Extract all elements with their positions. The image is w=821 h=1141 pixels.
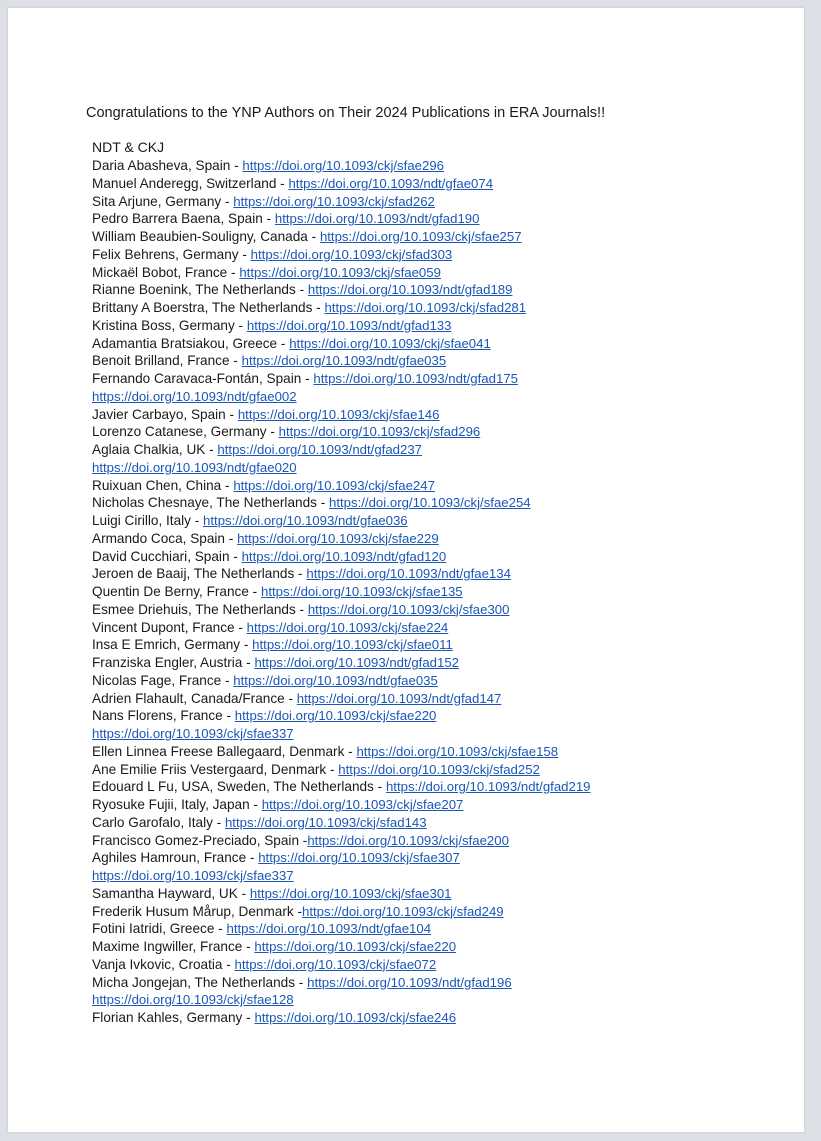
author-entry	[92, 743, 792, 761]
author-name: Felix Behrens, Germany -	[92, 246, 251, 262]
doi-link[interactable]: https://doi.org/10.1093/ckj/sfae011	[252, 637, 453, 653]
section-title: NDT & CKJ	[92, 139, 165, 155]
author-entry	[92, 601, 792, 619]
author-name: Vincent Dupont, France -	[92, 619, 247, 635]
author-entry	[92, 707, 792, 725]
author-entry	[92, 920, 792, 938]
author-name: Lorenzo Catanese, Germany -	[92, 424, 279, 440]
doi-link[interactable]: https://doi.org/10.1093/ndt/gfad175	[313, 371, 518, 386]
doi-link[interactable]: https://doi.org/10.1093/ckj/sfae146	[237, 406, 440, 422]
doi-link[interactable]: https://doi.org/10.1093/ckj/sfae207	[261, 797, 464, 812]
author-entry	[92, 796, 792, 814]
doi-link[interactable]: https://doi.org/10.1093/ndt/gfae035	[241, 353, 447, 369]
author-entry	[92, 672, 792, 690]
author-name: Ellen Linnea Freese Ballegaard, Denmark -	[92, 743, 357, 759]
doi-link[interactable]: https://doi.org/10.1093/ckj/sfae158	[356, 743, 559, 759]
author-entry	[92, 832, 792, 850]
author-entry	[92, 778, 792, 796]
author-name: Aghiles Hamroun, France -	[92, 850, 259, 866]
author-entry	[92, 583, 792, 601]
author-name: Fernando Caravaca-Fontán, Spain -	[92, 371, 314, 386]
author-entry	[92, 565, 792, 583]
author-name: Nicolas Fage, France -	[92, 672, 234, 688]
author-entry	[92, 654, 792, 672]
doi-link[interactable]: https://doi.org/10.1093/ndt/gfad120	[241, 548, 447, 564]
doi-link[interactable]: https://doi.org/10.1093/ckj/sfad252	[338, 761, 540, 777]
author-name: Edouard L Fu, USA, Sweden, The Netherlands -	[92, 779, 386, 795]
author-name: Rianne Boenink, The Netherlands -	[92, 282, 308, 298]
doi-link[interactable]: https://doi.org/10.1093/ndt/gfae035	[233, 672, 438, 688]
doi-link[interactable]: https://doi.org/10.1093/ckj/sfae059	[239, 264, 441, 280]
author-entry	[92, 370, 792, 388]
author-name: Brittany A Boerstra, The Netherlands -	[92, 300, 325, 315]
author-entry	[92, 406, 792, 424]
doi-link[interactable]: https://doi.org/10.1093/ckj/sfae072	[234, 956, 437, 972]
author-name: Ryosuke Fujii, Italy, Japan -	[92, 797, 262, 812]
author-entry	[92, 956, 792, 974]
author-name: Samantha Hayward, UK -	[92, 885, 250, 901]
doi-link[interactable]: https://doi.org/10.1093/ndt/gfad219	[385, 779, 591, 795]
author-name: Maxime Ingwiller, France -	[92, 939, 255, 954]
author-entry	[92, 512, 792, 530]
author-name: Fotini Iatridi, Greece -	[92, 921, 227, 937]
doi-link[interactable]: https://doi.org/10.1093/ckj/sfae337	[92, 726, 294, 741]
author-name: Ruixuan Chen, China -	[92, 477, 234, 493]
doi-link[interactable]: https://doi.org/10.1093/ndt/gfad133	[246, 317, 452, 333]
author-entry	[92, 548, 792, 566]
author-entry	[92, 867, 792, 885]
doi-link[interactable]: https://doi.org/10.1093/ckj/sfae246	[254, 1010, 457, 1025]
author-name: Vanja Ivkovic, Croatia -	[92, 956, 235, 972]
author-entry	[92, 938, 792, 956]
doi-link[interactable]: https://doi.org/10.1093/ndt/gfae104	[226, 921, 432, 937]
author-entry	[92, 175, 792, 193]
author-name: Sita Arjune, Germany -	[92, 193, 234, 209]
author-entry	[92, 281, 792, 299]
author-name: Adamantia Bratsiakou, Greece -	[92, 335, 290, 351]
doi-link[interactable]: https://doi.org/10.1093/ckj/sfae337	[92, 868, 294, 883]
doi-link[interactable]: https://doi.org/10.1093/ckj/sfae128	[92, 992, 294, 1008]
doi-link[interactable]: https://doi.org/10.1093/ckj/sfad281	[324, 300, 527, 315]
author-name: Kristina Boss, Germany -	[92, 317, 247, 333]
doi-link[interactable]: https://doi.org/10.1093/ckj/sfae257	[319, 229, 522, 244]
author-entry	[92, 477, 792, 495]
author-name: Benoit Brilland, France -	[92, 353, 242, 369]
doi-link[interactable]: https://doi.org/10.1093/ckj/sfad143	[224, 814, 427, 830]
doi-link[interactable]: https://doi.org/10.1093/ckj/sfae301	[249, 885, 452, 901]
doi-link[interactable]: https://doi.org/10.1093/ckj/sfae135	[261, 584, 463, 599]
author-entry	[92, 974, 792, 992]
doi-link[interactable]: https://doi.org/10.1093/ndt/gfae002	[92, 388, 297, 404]
author-entry	[92, 725, 792, 743]
doi-link[interactable]: https://doi.org/10.1093/ckj/sfad303	[250, 246, 453, 262]
author-entry	[92, 1009, 792, 1027]
author-entry	[92, 690, 792, 708]
author-entry	[92, 849, 792, 867]
author-name: Francisco Gomez-Preciado, Spain -	[92, 832, 308, 848]
author-name: Florian Kahles, Germany -	[92, 1010, 255, 1025]
doi-link[interactable]: https://doi.org/10.1093/ckj/sfae296	[242, 158, 444, 173]
author-entry	[92, 317, 792, 335]
author-name: Carlo Garofalo, Italy -	[92, 814, 225, 830]
author-name: Javier Carbayo, Spain -	[92, 406, 238, 422]
doi-link[interactable]: https://doi.org/10.1093/ckj/sfae041	[289, 335, 491, 351]
author-name: Nans Florens, France -	[92, 708, 235, 724]
author-name: Frederik Husum Mårup, Denmark -	[92, 903, 302, 919]
doi-link[interactable]: https://doi.org/10.1093/ckj/sfad296	[278, 424, 481, 440]
doi-link[interactable]: https://doi.org/10.1093/ndt/gfae134	[306, 566, 511, 582]
doi-link[interactable]: https://doi.org/10.1093/ndt/gfae020	[92, 459, 297, 475]
author-name: Mickaël Bobot, France -	[92, 264, 240, 280]
document-page	[8, 8, 804, 1132]
author-entry	[92, 619, 792, 637]
author-name: Aglaia Chalkia, UK -	[92, 442, 218, 457]
author-entry	[92, 636, 792, 654]
doi-link[interactable]: https://doi.org/10.1093/ndt/gfad196	[307, 974, 512, 990]
doi-link[interactable]: https://doi.org/10.1093/ckj/sfae224	[246, 619, 449, 635]
doi-link[interactable]: https://doi.org/10.1093/ndt/gfad190	[274, 211, 480, 227]
author-entry	[92, 264, 792, 282]
author-entry	[92, 991, 792, 1009]
author-entry	[92, 157, 792, 175]
author-entry	[92, 335, 792, 353]
author-list	[92, 157, 792, 1027]
doi-link[interactable]: https://doi.org/10.1093/ckj/sfae200	[307, 832, 509, 848]
author-entry	[92, 299, 792, 317]
author-name: Quentin De Berny, France -	[92, 584, 261, 599]
author-entry	[92, 814, 792, 832]
author-entry	[92, 494, 792, 512]
author-name: Daria Abasheva, Spain -	[92, 158, 243, 173]
author-entry	[92, 885, 792, 903]
doi-link[interactable]: https://doi.org/10.1093/ckj/sfae254	[329, 495, 531, 511]
author-name: Franziska Engler, Austria -	[92, 655, 255, 670]
author-name: Adrien Flahault, Canada/France -	[92, 690, 297, 706]
author-entry	[92, 228, 792, 246]
author-name: Esmee Driehuis, The Netherlands -	[92, 601, 308, 617]
author-entry	[92, 903, 792, 921]
author-entry	[92, 530, 792, 548]
doi-link[interactable]: https://doi.org/10.1093/ckj/sfae247	[233, 477, 435, 493]
author-name: Ane Emilie Friis Vestergaard, Denmark -	[92, 761, 339, 777]
doi-link[interactable]: https://doi.org/10.1093/ndt/gfae074	[288, 175, 494, 191]
document-heading: Congratulations to the YNP Authors on Their 2024 Publications in ERA Journals!!	[86, 105, 606, 121]
author-name: David Cucchiari, Spain -	[92, 548, 242, 564]
author-name: Nicholas Chesnaye, The Netherlands -	[92, 495, 330, 511]
author-name: Pedro Barrera Baena, Spain -	[92, 211, 275, 227]
author-entry	[92, 423, 792, 441]
author-name: William Beaubien-Souligny, Canada -	[92, 229, 320, 244]
doi-link[interactable]: https://doi.org/10.1093/ndt/gfad152	[254, 655, 460, 670]
author-name: Luigi Cirillo, Italy -	[92, 513, 204, 528]
doi-link[interactable]: https://doi.org/10.1093/ckj/sfae220	[254, 939, 457, 954]
author-name: Micha Jongejan, The Netherlands -	[92, 974, 308, 990]
author-entry	[92, 210, 792, 228]
author-entry	[92, 352, 792, 370]
doi-link[interactable]: https://doi.org/10.1093/ndt/gfad147	[296, 690, 502, 706]
author-name: Manuel Anderegg, Switzerland -	[92, 175, 289, 191]
author-entry	[92, 459, 792, 477]
author-entry	[92, 193, 792, 211]
author-name: Jeroen de Baaij, The Netherlands -	[92, 566, 307, 582]
author-entry	[92, 246, 792, 264]
doi-link[interactable]: https://doi.org/10.1093/ckj/sfad249	[302, 903, 504, 919]
author-entry	[92, 441, 792, 459]
doi-link[interactable]: https://doi.org/10.1093/ckj/sfae307	[258, 850, 460, 866]
author-entry	[92, 761, 792, 779]
doi-link[interactable]: https://doi.org/10.1093/ckj/sfae229	[237, 530, 439, 546]
doi-link[interactable]: https://doi.org/10.1093/ndt/gfad237	[217, 442, 422, 457]
doi-link[interactable]: https://doi.org/10.1093/ndt/gfae036	[203, 513, 408, 528]
doi-link[interactable]: https://doi.org/10.1093/ckj/sfad262	[233, 193, 435, 209]
doi-link[interactable]: https://doi.org/10.1093/ndt/gfad189	[307, 282, 513, 298]
author-entry	[92, 388, 792, 406]
author-name: Insa E Emrich, Germany -	[92, 637, 253, 653]
doi-link[interactable]: https://doi.org/10.1093/ckj/sfae220	[234, 708, 437, 724]
author-name: Armando Coca, Spain -	[92, 530, 238, 546]
doi-link[interactable]: https://doi.org/10.1093/ckj/sfae300	[307, 601, 510, 617]
